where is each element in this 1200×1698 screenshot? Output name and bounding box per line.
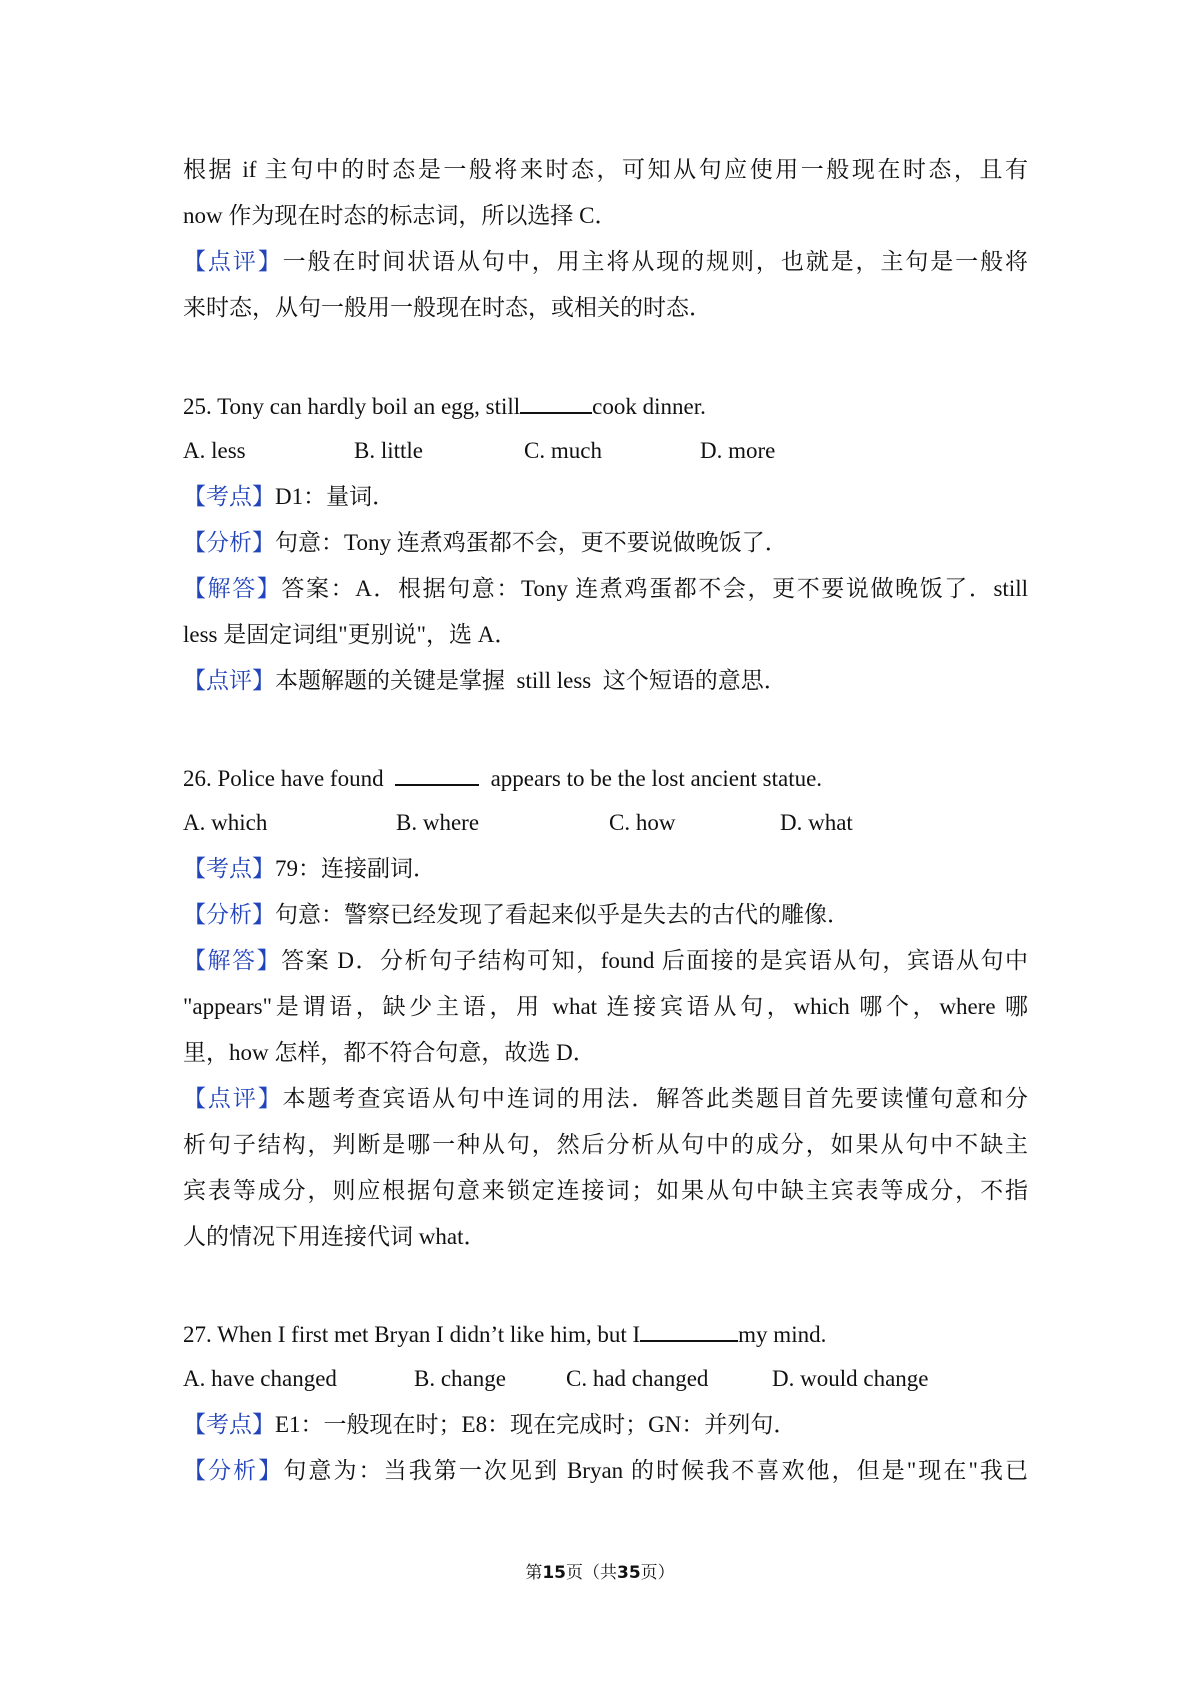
question-27-stem xyxy=(183,1318,1028,1350)
analysis-line: now 作为现在时态的标志词，所以选择 C． xyxy=(183,203,618,228)
option-b: B. where xyxy=(396,810,480,835)
option-a: A. have changed xyxy=(183,1366,337,1391)
comment-line xyxy=(183,247,1028,277)
answer-blank xyxy=(640,1318,738,1342)
dianping-line xyxy=(183,1084,1028,1114)
fenxi-tag: 【分析】 xyxy=(183,902,275,927)
stem-text: appears to be the lost ancient statue. xyxy=(490,766,823,791)
stem-text: 25. Tony can hardly boil an egg, still xyxy=(183,394,521,419)
fenxi-line xyxy=(183,528,1028,558)
stem-text: 26. Police have found xyxy=(183,766,384,791)
kaodian-tag: 【考点】 xyxy=(183,1412,275,1437)
option-d: D. would change xyxy=(772,1366,929,1391)
option-b: B. change xyxy=(414,1366,506,1391)
dianping-text: 本题解题的关键是掌握 still less 这个短语的意思． xyxy=(275,668,787,693)
option-d: D. what xyxy=(780,810,853,835)
dianping-tag: 【点评】 xyxy=(183,1086,283,1111)
total-pages: 35 xyxy=(617,1563,641,1583)
option-c: C. how xyxy=(609,810,676,835)
answer-blank xyxy=(520,390,592,414)
jieda-line xyxy=(183,946,1028,976)
fenxi-text: 句意：Tony 连煮鸡蛋都不会，更不要说做晚饭了． xyxy=(275,530,788,555)
fenxi-line xyxy=(183,900,1028,930)
jieda-text: 答案：A．根据句意：Tony 连煮鸡蛋都不会，更不要说做晚饭了．still xyxy=(281,576,1028,601)
jieda-line: less 是固定词组"更别说"，选 A． xyxy=(183,622,518,647)
kaodian-line xyxy=(183,482,1028,512)
jieda-tag: 【解答】 xyxy=(183,948,282,973)
kaodian-tag: 【考点】 xyxy=(183,484,275,509)
jieda-tag: 【解答】 xyxy=(183,576,282,601)
option-c: C. much xyxy=(524,438,602,463)
jieda-text: 答案 D．分析句子结构可知，found 后面接的是宾语从句，宾语从句中 xyxy=(281,948,1028,973)
kaodian-tag: 【考点】 xyxy=(183,856,275,881)
kaodian-line xyxy=(183,854,1028,884)
option-a: A. less xyxy=(183,438,246,463)
fenxi-line xyxy=(183,1456,1028,1486)
dianping-text: 本题考查宾语从句中连词的用法．解答此类题目首先要读懂句意和分 xyxy=(282,1086,1029,1111)
fenxi-tag: 【分析】 xyxy=(183,530,275,555)
page-number: 15 xyxy=(542,1563,566,1583)
answer-blank xyxy=(395,762,479,786)
footer-middle: 页（共 xyxy=(566,1563,617,1583)
option-a: A. which xyxy=(183,810,268,835)
fenxi-text: 句意：警察已经发现了看起来似乎是失去的古代的雕像． xyxy=(275,902,850,927)
comment-text: 一般在时间状语从句中，用主将从现的规则，也就是，主句是一般将 xyxy=(282,249,1029,274)
footer-prefix: 第 xyxy=(525,1563,543,1583)
kaodian-text: E1：一般现在时；E8：现在完成时；GN：并列句． xyxy=(275,1412,797,1437)
analysis-line: 根据 if 主句中的时态是一般将来时态，可知从句应使用一般现在时态，且有 xyxy=(183,157,1028,182)
stem-text: cook dinner. xyxy=(592,394,706,419)
jieda-line: 里，how 怎样，都不符合句意，故选 D． xyxy=(183,1040,596,1065)
stem-text: 27. When I first met Bryan I didn’t like him, but I xyxy=(183,1322,641,1347)
fenxi-text: 句意为：当我第一次见到 Bryan 的时候我不喜欢他，但是"现在"我已 xyxy=(283,1458,1028,1483)
option-d: D. more xyxy=(700,438,776,463)
dianping-line xyxy=(183,666,1028,696)
kaodian-text: 79：连接副词． xyxy=(275,856,436,881)
jieda-line xyxy=(183,574,1028,604)
kaodian-text: D1：量词． xyxy=(275,484,396,509)
stem-text: my mind. xyxy=(738,1322,827,1347)
dianping-line: 宾表等成分，则应根据句意来锁定连接词；如果从句中缺主宾表等成分，不指 xyxy=(183,1178,1028,1203)
jieda-line: "appears"是谓语，缺少主语，用 what 连接宾语从句，which 哪个，where 哪 xyxy=(183,994,1028,1019)
kaodian-line xyxy=(183,1410,1028,1440)
page-footer xyxy=(0,1558,1200,1583)
dianping-tag: 【点评】 xyxy=(183,668,275,693)
question-25-stem xyxy=(183,390,1028,422)
comment-line: 来时态，从句一般用一般现在时态，或相关的时态． xyxy=(183,295,712,320)
option-b: B. little xyxy=(354,438,423,463)
dianping-line: 人的情况下用连接代词 what． xyxy=(183,1224,487,1249)
fenxi-tag: 【分析】 xyxy=(183,1458,284,1483)
comment-tag: 【点评】 xyxy=(183,249,283,274)
dianping-line: 析句子结构，判断是哪一种从句，然后分析从句中的成分，如果从句中不缺主 xyxy=(183,1132,1028,1157)
footer-suffix: 页） xyxy=(640,1563,675,1583)
option-c: C. had changed xyxy=(566,1366,709,1391)
question-26-stem xyxy=(183,762,1028,794)
